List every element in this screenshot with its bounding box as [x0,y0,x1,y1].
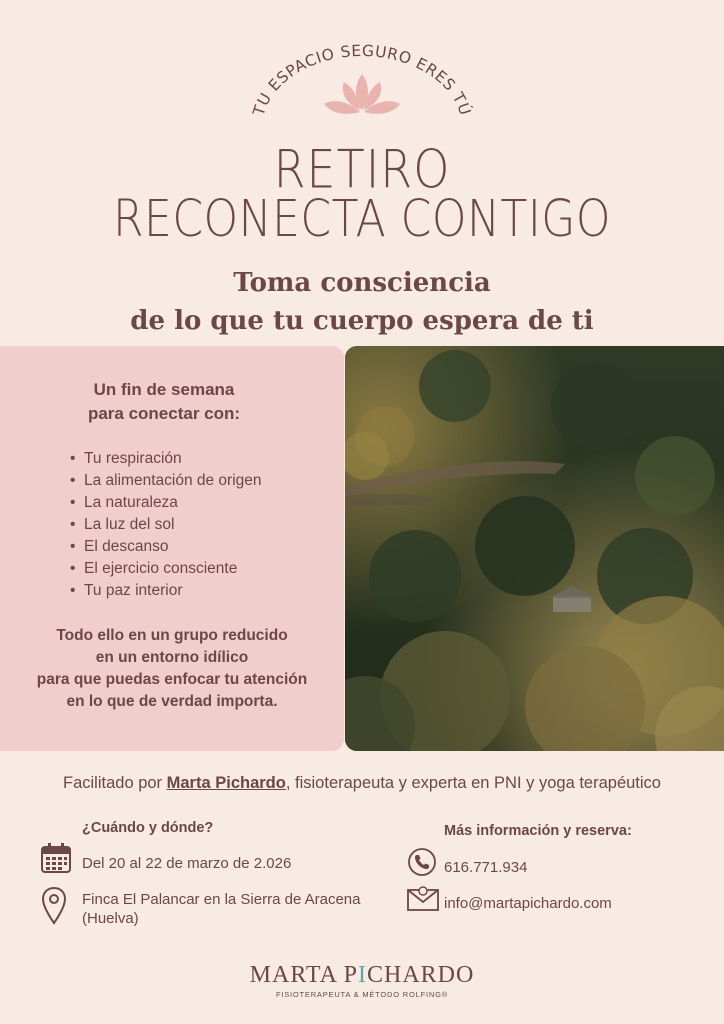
event-date: Del 20 al 22 de marzo de 2.026 [82,855,292,872]
landscape-photo [345,346,724,751]
list-item: • La alimentación de origen [70,470,262,492]
facilitator-suffix: , fisioterapeuta y experta en PNI y yoga terapéutico [285,774,661,792]
list-item: • El ejercicio consciente [70,558,262,580]
subtitle-line-1: Toma consciencia [233,268,491,298]
title-line-2: RECONECTA CONTIGO [112,190,612,249]
contact-email[interactable]: info@martapichardo.com [444,895,612,912]
logo-accent: I [358,962,367,988]
lotus-icon [318,70,406,122]
panel-footer-line-2: en un entorno idílico [95,649,249,666]
benefits-list [70,448,262,602]
logo-text-2: CHARDO [367,962,475,988]
panel-heading-line-2: para conectar con: [87,404,241,423]
facilitator-name: Marta Pichardo [166,774,286,792]
title-line-1: RETIRO [273,137,451,201]
panel-footer-line-4: en lo que de verdad importa. [66,693,278,710]
facilitator-line [0,774,724,793]
list-item: • La naturaleza [70,492,262,514]
contact-phone[interactable]: 616.771.934 [444,859,528,876]
calendar-icon [40,842,72,879]
panel-heading-line-1: Un fin de semana [93,380,235,399]
logo-text-1: MARTA P [249,962,358,988]
list-item: • El descanso [70,536,262,558]
tagline: TU ESPACIO SEGURO ERES TÚ [249,41,475,118]
panel-footer-line-3: para que puedas enfocar tu atención [36,671,308,688]
list-item: • Tu respiración [70,448,262,470]
location-line-2: (Huelva) [82,910,139,927]
facilitator-prefix: Facilitado por [63,774,167,792]
panel-footer-line-1: Todo ello en un grupo reducido [56,627,288,644]
brand-logo [0,962,724,989]
logo-subtitle: FISIOTERAPEUTA & MÉTODO ROLFING® [275,990,449,999]
when-where-title: ¿Cuándo y dónde? [82,820,214,836]
event-location [82,890,361,928]
contact-title: Más información y reserva: [444,823,632,839]
subtitle-line-2: de lo que tu cuerpo espera de ti [130,306,594,336]
list-item: • La luz del sol [70,514,262,536]
phone-icon [408,848,436,881]
location-pin-icon [41,886,67,931]
location-line-1: Finca El Palancar en la Sierra de Aracena [82,891,361,908]
list-item: • Tu paz interior [70,580,262,602]
envelope-icon [407,885,439,916]
